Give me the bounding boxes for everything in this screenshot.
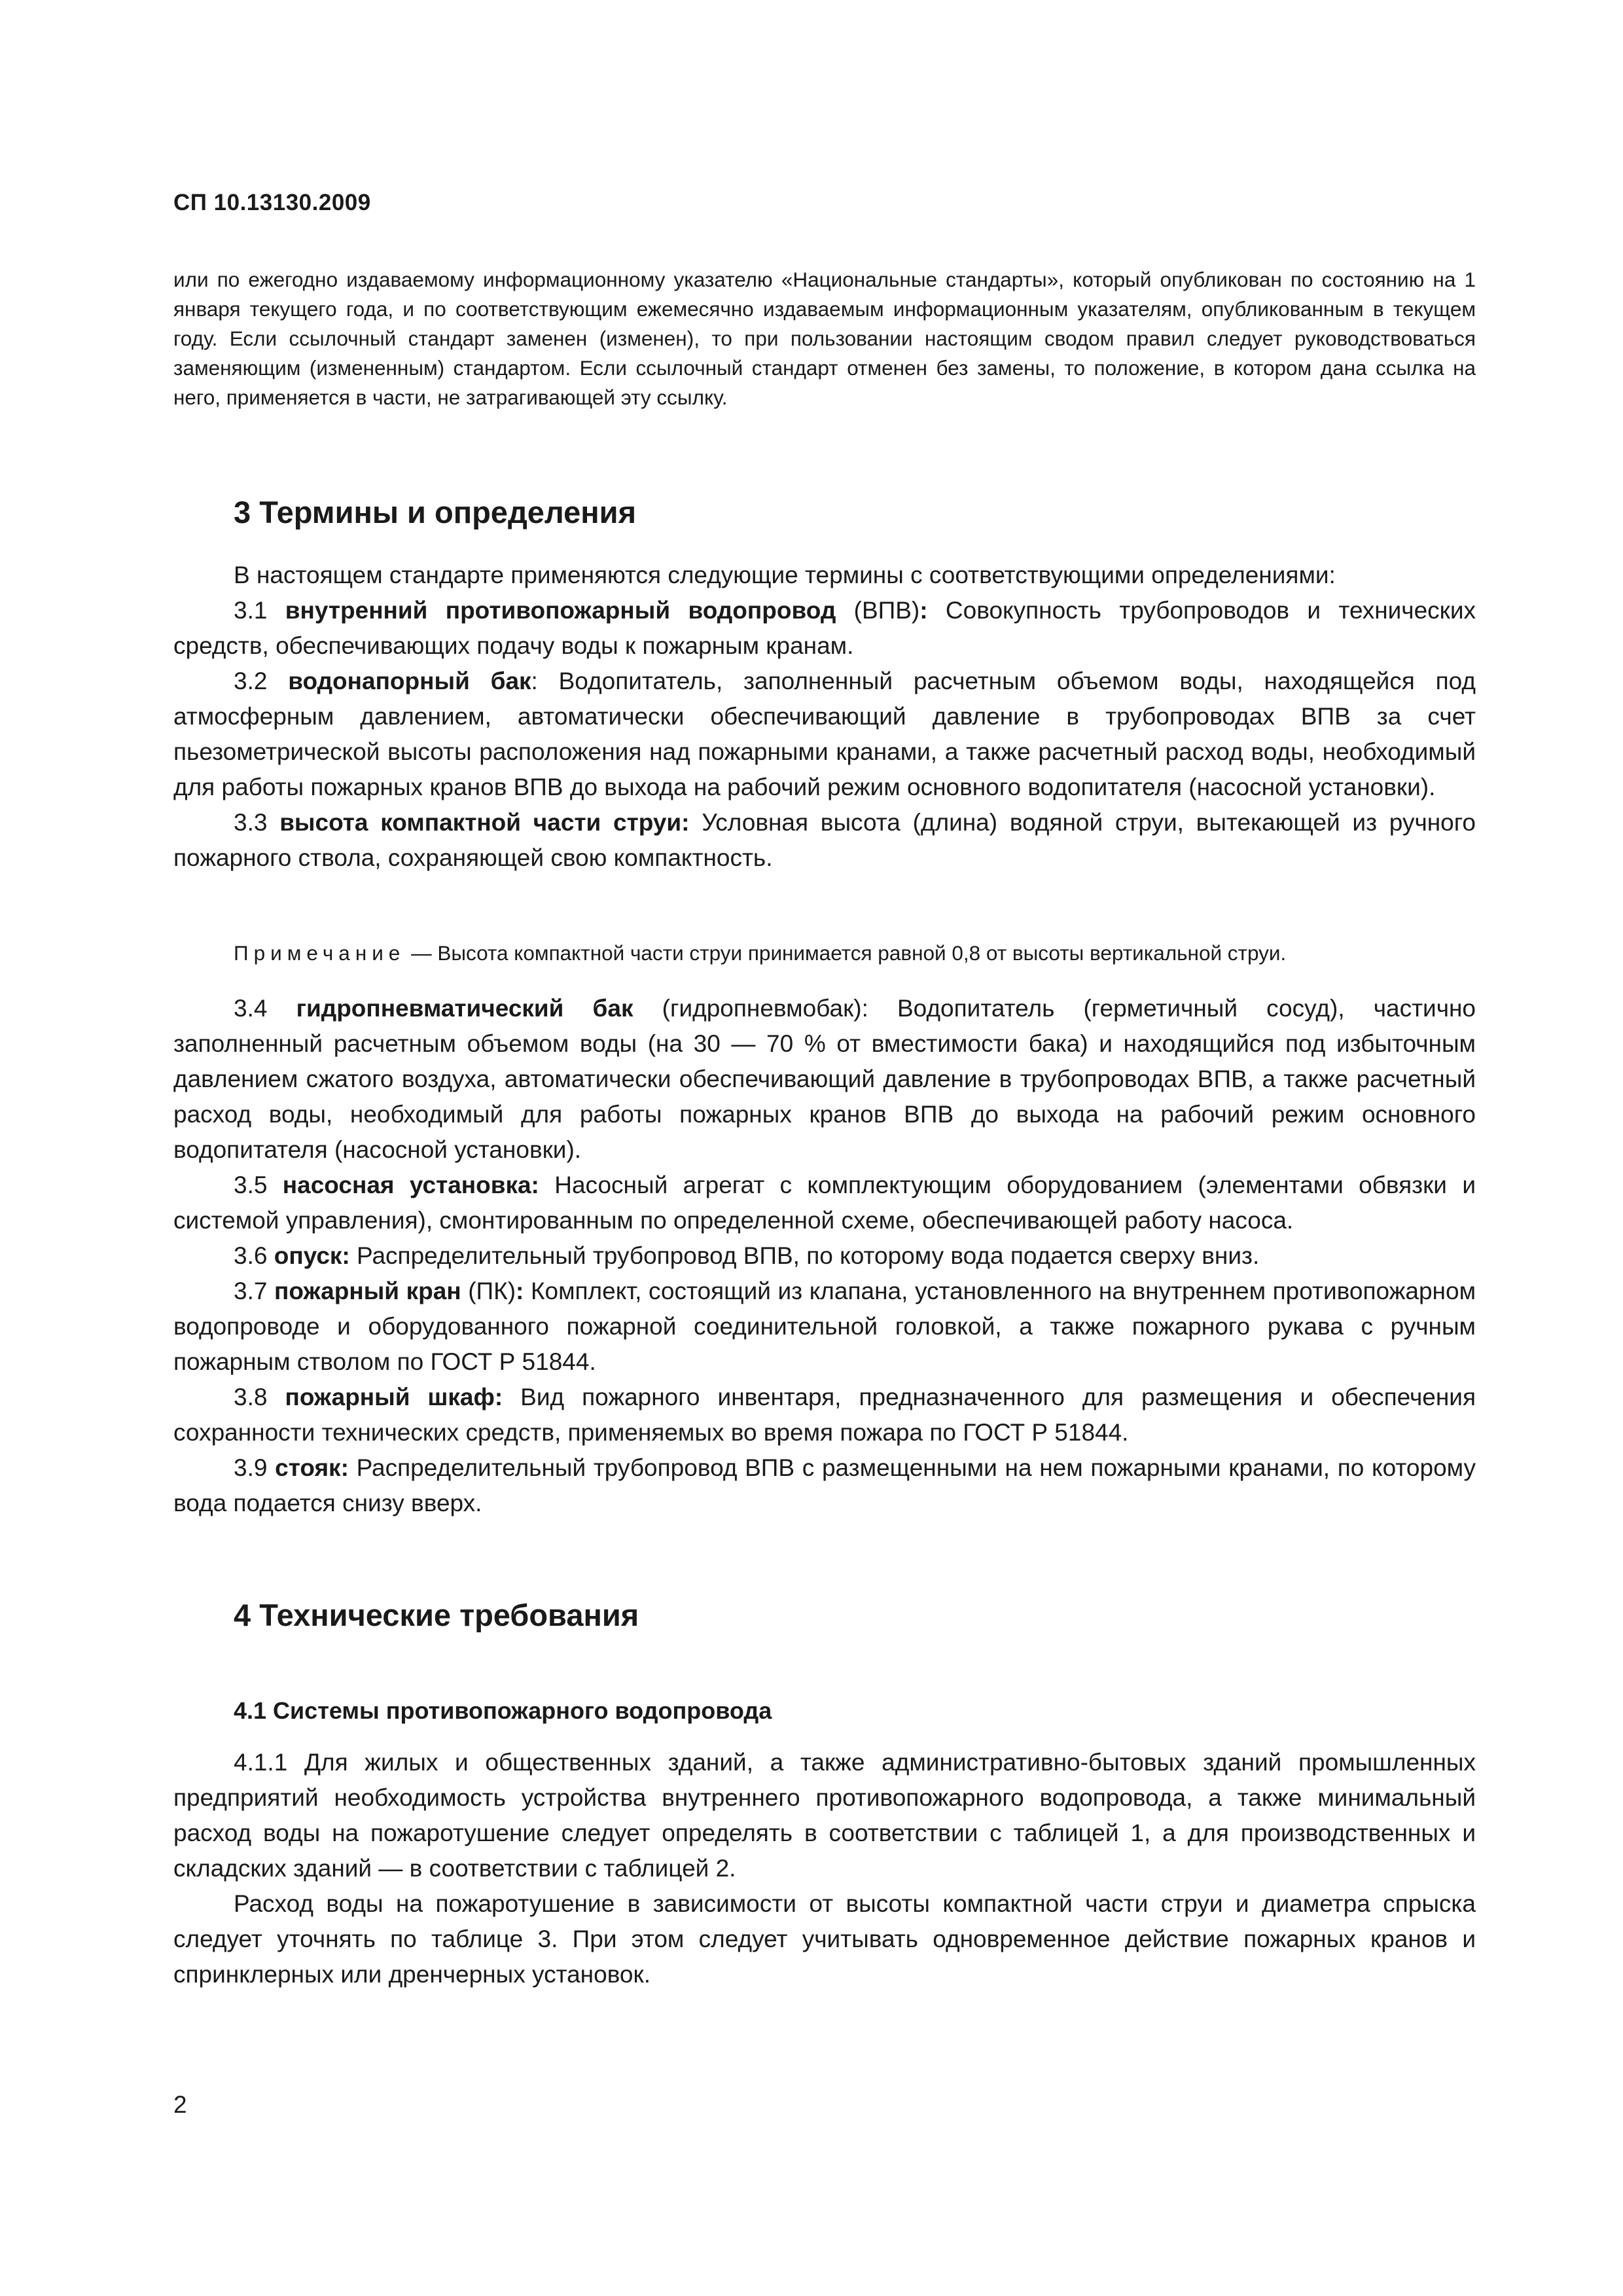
document-code: СП 10.13130.2009 [173,190,371,215]
term-definition: Комплект, состоящий из клапана, установленного на внутреннем противопожарном водопроводе и оборудованного пожарной соединительной головкой, а также пожарного рукава с ручным пожарным стволом по ГОСТ Р 51844. [173,1278,1476,1375]
term-name: опуск: [274,1242,350,1269]
term-3-4: 3.4 гидропневматический бак (гидропневмобак): Водопитатель (герметичный сосуд), частично заполненный расчетным объемом воды (на 30 — 70 % от вместимости бака) и находящийся под избыточным давлением сжатого воздуха, автоматически обеспечивающий давление в трубопроводах ВПВ, а также расчетный расход воды, необходимый для работы пожарных кранов ВПВ до выхода на рабочий режим основного водопитателя (насосной установки). [173,995,1476,1163]
note-label: Примечание [234,941,406,965]
term-definition: Водопитатель, заполненный расчетным объемом воды, находящейся под атмосферным давлением, автоматически обеспечивающий давление в трубопроводах ВПВ за счет пьезометрической высоты расположения над пожарными кранами, а также расчетный расход воды, необходимый для работы пожарных кранов ВПВ до выхода на рабочий режим основного водопитателя (насосной установки). [173,668,1476,800]
term-name: насосная установка: [282,1172,539,1198]
section-4-body [173,1745,1476,1992]
section-3-body [173,558,1476,876]
paragraph-4-1-1: 4.1.1 Для жилых и общественных зданий, а также административно-бытовых зданий промышленных предприятий необходимость устройства внутреннего противопожарного водопровода, а также минимальный расход воды на пожаротушение следует определять в соответствии с таблицей 1, а для производственных и складских зданий — в соответствии с таблицей 2. [173,1749,1476,1882]
section-4-1-heading: 4.1 Системы противопожарного водопровода [234,1697,772,1724]
term-3-8: 3.8 пожарный шкаф: Вид пожарного инвентаря, предназначенного для размещения и обеспечения сохранности технических средств, применяемых во время пожара по ГОСТ Р 51844. [173,1384,1476,1446]
term-name: стояк: [275,1454,349,1481]
page-number: 2 [173,2091,187,2118]
section-3-heading: 3 Термины и определения [234,495,636,529]
term-definition: Условная высота (длина) водяной струи, вытекающей из ручного пожарного ствола, сохраняющей свою компактность. [173,809,1476,871]
term-3-1: 3.1 внутренний противопожарный водопровод (ВПВ): Совокупность трубопроводов и технических средств, обеспечивающих подачу воды к пожарным кранам. [173,597,1476,659]
term-definition: Совокупность трубопроводов и технических средств, обеспечивающих подачу воды к пожарным кранам. [173,597,1476,659]
term-3-9: 3.9 стояк: Распределительный трубопровод ВПВ с размещенными на нем пожарными кранами, по которому вода подается снизу вверх. [173,1454,1476,1516]
section-3-lead: В настоящем стандарте применяются следующие термины с соответствующими определениями: [234,562,1336,588]
term-definition: Вид пожарного инвентаря, предназначенного для размещения и обеспечения сохранности технических средств, применяемых во время пожара по ГОСТ Р 51844. [173,1384,1476,1446]
note-block [173,918,1476,988]
term-3-7: 3.7 пожарный кран (ПК): Комплект, состоящий из клапана, установленного на внутреннем противопожарном водопроводе и оборудованного пожарной соединительной головкой, а также пожарного рукава с ручным пожарным стволом по ГОСТ Р 51844. [173,1278,1476,1375]
term-definition: Водопитатель (герметичный сосуд), частично заполненный расчетным объемом воды (на 30 — 70 % от вместимости бака) и находящийся под избыточным давлением сжатого воздуха, автоматически обеспечивающий давление в трубопроводах ВПВ, а также расчетный расход воды, необходимый для работы пожарных кранов ВПВ до выхода на рабочий режим основного водопитателя (насосной установки). [173,995,1476,1163]
paragraph-water-flow: Расход воды на пожаротушение в зависимости от высоты компактной части струи и диаметра спрыска следует уточнять по таблице 3. При этом следует учитывать одновременное действие пожарных кранов и спринклерных или дренчерных установок. [173,1890,1476,1988]
term-definition: Распределительный трубопровод ВПВ с размещенными на нем пожарными кранами, по которому вода подается снизу вверх. [173,1454,1476,1516]
section-3-body-continued [173,991,1476,1521]
term-name: гидропневматический бак [296,995,633,1022]
term-name: водонапорный бак [288,668,531,694]
term-name: высота компактной части струи: [279,809,690,836]
term-name: пожарный шкаф: [285,1384,503,1410]
term-name: пожарный кран [274,1278,461,1304]
term-3-5: 3.5 насосная установка: Насосный агрегат с комплектующим оборудованием (элементами обвязки и системой управления), смонтированным по определенной схеме, обеспечивающей работу насоса. [173,1172,1476,1234]
term-3-6: 3.6 опуск: Распределительный трубопровод ВПВ, по которому вода подается сверху вниз. [234,1242,1260,1269]
term-3-2: 3.2 водонапорный бак: Водопитатель, заполненный расчетным объемом воды, находящейся под атмосферным давлением, автоматически обеспечивающий давление в трубопроводах ВПВ за счет пьезометрической высоты расположения над пожарными кранами, а также расчетный расход воды, необходимый для работы пожарных кранов ВПВ до выхода на рабочий режим основного водопитателя (насосной установки). [173,668,1476,800]
intro-paragraph [173,265,1476,412]
term-name: внутренний противопожарный водопровод [285,597,836,624]
term-definition: Распределительный трубопровод ВПВ, по которому вода подается сверху вниз. [357,1242,1260,1269]
intro-text: или по ежегодно издаваемому информационному указателю «Национальные стандарты», который опубликован по состоянию на 1 января текущего года, и по соответствующим ежемесячно издаваемым информационным указателям, опубликованным в текущем году. Если ссылочный стандарт заменен (изменен), то при пользовании настоящим сводом правил следует руководствоваться заменяющим (измененным) стандартом. Если ссылочный стандарт отменен без замены, то положение, в котором дана ссылка на него, применяется в части, не затрагивающей эту ссылку. [173,268,1476,409]
term-3-3: 3.3 высота компактной части струи: Условная высота (длина) водяной струи, вытекающей из ручного пожарного ствола, сохраняющей свою компактность. [173,809,1476,871]
term-definition: Насосный агрегат с комплектующим оборудованием (элементами обвязки и системой управления), смонтированным по определенной схеме, обеспечивающей работу насоса. [173,1172,1476,1234]
note-text: — Высота компактной части струи принимается равной 0,8 от высоты вертикальной струи. [405,941,1287,965]
section-4-heading: 4 Технические требования [234,1598,639,1632]
